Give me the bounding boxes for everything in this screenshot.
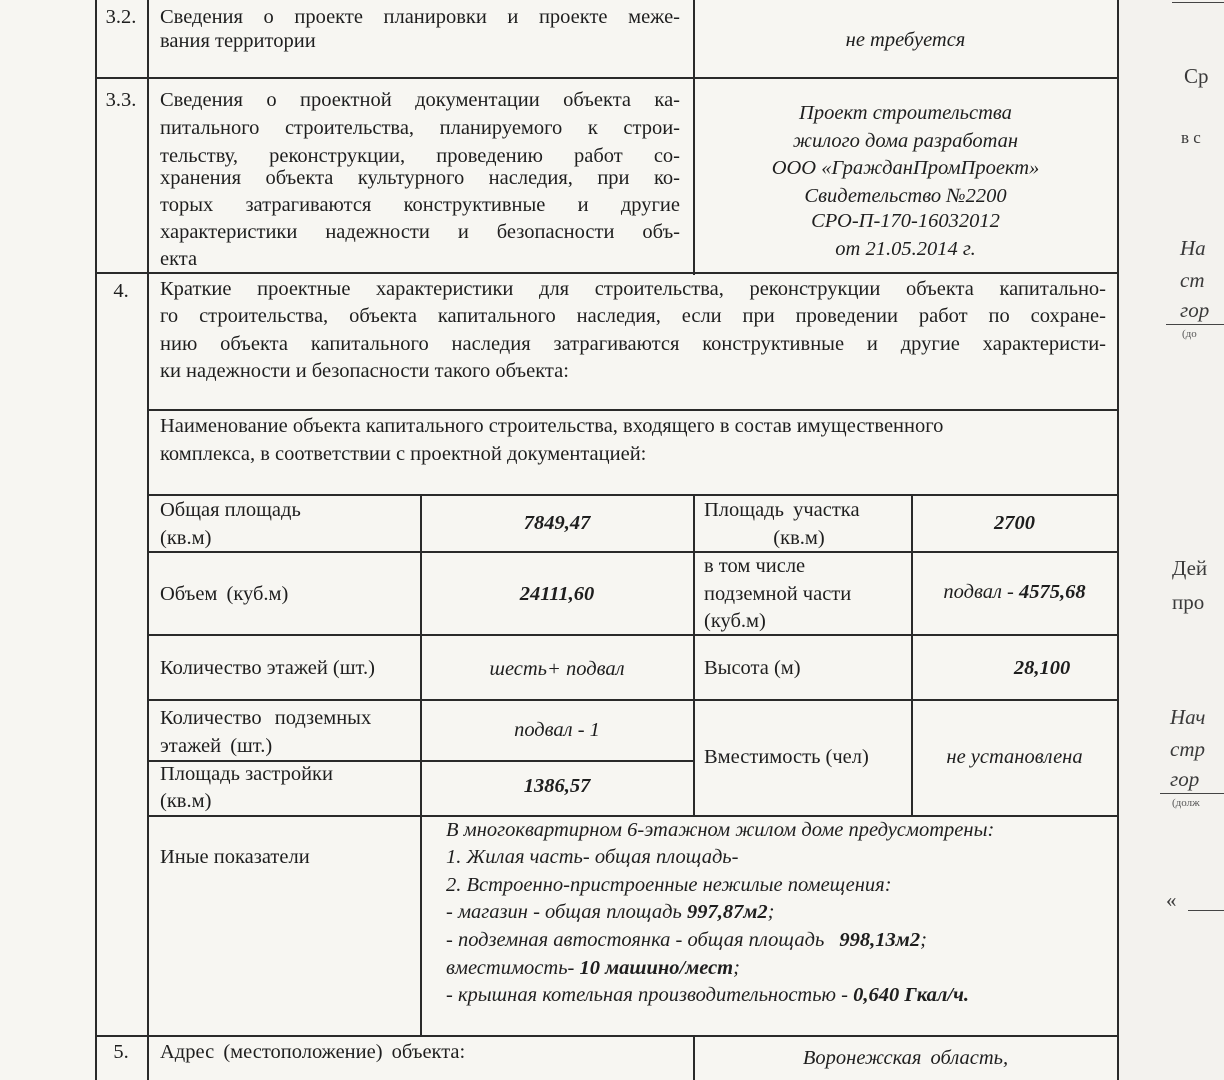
built-area-label-2: (кв.м) (160, 790, 212, 812)
total-area-label-1: Общая площадь (160, 499, 301, 521)
boiler-text: - крышная котельная производительностью - (446, 984, 854, 1006)
object-name-line1: Наименование объекта капитального строительства, входящего в состав имущественного (160, 415, 944, 437)
margin-fragment-5: гор (1180, 298, 1210, 322)
row-32-bottom (95, 77, 1119, 79)
adjacent-page-strip (1118, 0, 1224, 1080)
parking-capacity-text: вместимость- (446, 957, 580, 979)
row-33-label-line3: тельству, реконструкции, проведению работ со- (160, 145, 680, 167)
plot-area-label-2: (кв.м) (773, 527, 825, 549)
underground-floors-value: подвал - 1 (514, 719, 600, 741)
plot-area-value: 2700 (994, 512, 1035, 534)
underground-floors-label-2: этажей (шт.) (160, 735, 273, 757)
other-indicators-line4 (446, 898, 774, 927)
boiler-value: 0,640 Гкал/ч. (853, 984, 969, 1006)
underground-floors-label-1: Количество подземных (160, 707, 372, 729)
parking-area-end: ; (920, 929, 927, 951)
grid-row-3-bottom (147, 699, 1119, 701)
margin-fragment-3: На (1180, 236, 1206, 260)
margin-fragment-12: (долж (1172, 797, 1200, 809)
address-value: Воронежская область, (802, 1047, 1009, 1069)
row-number-3-3: 3.3. (105, 89, 137, 111)
other-indicators-line6 (446, 954, 740, 983)
underground-value (912, 578, 1117, 607)
row-33-label-line7: екта (160, 248, 198, 270)
row-4-text-line4: ки надежности и безопасности такого объекта: (160, 360, 569, 382)
other-indicators-line3: 2. Встроенно-пристроенные нежилые помещения: (446, 874, 892, 896)
table-border-right (1117, 0, 1119, 1080)
grid-divider-1 (420, 496, 422, 1036)
margin-fragment-13: « (1166, 888, 1177, 912)
row-33-value-line2: жилого дома разработан (792, 130, 1019, 152)
underground-label-2: подземной части (704, 583, 852, 605)
margin-fragment-8: про (1172, 590, 1205, 614)
margin-fragment-4: ст (1180, 268, 1205, 292)
volume-label: Объем (куб.м) (160, 583, 289, 605)
margin-fragment-2: в с (1181, 128, 1201, 147)
margin-top-line (1172, 2, 1224, 3)
parking-area-value: 998,13м2 (839, 929, 921, 951)
row-number-3-2: 3.2. (105, 6, 137, 28)
margin-fragment-7: Дей (1172, 556, 1208, 580)
row-4-text-line2: го строительства, объекта капитального наследия, если при проведении работ по сохране- (160, 305, 1106, 327)
margin-fragment-10: стр (1170, 737, 1205, 761)
floors-label: Количество этажей (шт.) (160, 657, 375, 679)
row-33-value-line4: Свидетельство №2200 (804, 185, 1007, 207)
row-number-4: 4. (113, 280, 129, 302)
shop-area-text: - магазин - общая площадь (446, 901, 687, 923)
margin-fragment-1: Ср (1184, 64, 1209, 88)
row-32-value: не требуется (845, 29, 966, 51)
row-4-bottom (95, 1035, 1119, 1037)
row-33-label-line2: питального строительства, планируемого к строи- (160, 117, 680, 139)
underground-value-number: 4575,68 (1019, 581, 1086, 603)
height-value: 28,100 (1013, 657, 1071, 679)
row-4-text-line1: Краткие проектные характеристики для строительства, реконструкции объекта капитально- (160, 278, 1106, 300)
address-label: Адрес (местоположение) объекта: (160, 1041, 466, 1063)
row-33-label-line4: хранения объекта культурного наследия, при ко- (160, 167, 680, 189)
row-33-value-line1: Проект строительства (799, 102, 1012, 124)
row-33-label-line6: характеристики надежности и безопасности объ- (160, 221, 680, 243)
other-indicators-line5 (446, 926, 927, 955)
parking-capacity-end: ; (733, 957, 740, 979)
table-border-left (95, 0, 97, 1080)
other-indicators-label: Иные показатели (160, 846, 310, 868)
row-4-text-line3: нию объекта капитального наследия затрагиваются конструктивные и другие характеристи- (160, 333, 1106, 355)
number-column-divider (147, 0, 149, 1080)
other-indicators-line7 (446, 981, 969, 1010)
parking-area-text: - подземная автостоянка - общая площадь (446, 929, 830, 951)
shop-area-end: ; (767, 901, 775, 923)
row-33-value-line6: от 21.05.2014 г. (835, 238, 976, 260)
built-area-label-1: Площадь застройки (160, 763, 333, 785)
underground-label-1: в том числе (704, 555, 806, 577)
shop-area-value: 997,87м2 (686, 901, 768, 923)
parking-capacity-value: 10 машино/мест (579, 957, 734, 979)
underground-label-3: (куб.м) (704, 610, 766, 632)
total-area-value: 7849,47 (523, 512, 591, 534)
capacity-value: не установлена (946, 746, 1083, 768)
grid-row-2-bottom (147, 634, 1119, 636)
row-33-label-line5: торых затрагиваются конструктивные и другие (160, 194, 680, 216)
margin-underline-3 (1188, 910, 1224, 911)
row-4-text-bottom (147, 409, 1119, 411)
total-area-label-2: (кв.м) (160, 527, 212, 549)
other-indicators-line2: 1. Жилая часть- общая площадь- (446, 846, 739, 868)
margin-fragment-11: гор (1170, 767, 1200, 791)
margin-fragment-9: Нач (1170, 705, 1206, 729)
capacity-label: Вместимость (чел) (704, 746, 869, 768)
row-32-label-line2: вания территории (160, 30, 316, 52)
grid-row-1-bottom (147, 551, 1119, 553)
object-name-line2: комплекса, в соответствии с проектной документацией: (160, 443, 647, 465)
other-indicators-line1: В многоквартирном 6-этажном жилом доме предусмотрены: (446, 819, 995, 841)
margin-underline-1 (1166, 324, 1224, 325)
row-number-5: 5. (113, 1041, 129, 1063)
plot-area-label-1: Площадь участка (704, 499, 860, 521)
row-33-value-line5: СРО-П-170-16032012 (811, 210, 1000, 232)
grid-divider-2 (693, 496, 695, 816)
margin-underline-2 (1160, 793, 1224, 794)
volume-value: 24111,60 (519, 583, 595, 605)
floors-value: шесть+ подвал (489, 658, 625, 680)
underground-value-prefix: подвал - (943, 581, 1019, 603)
built-area-value: 1386,57 (523, 775, 591, 797)
margin-fragment-6: (до (1182, 328, 1197, 340)
height-label: Высота (м) (704, 657, 801, 679)
row-32-label-line1: Сведения о проекте планировки и проекте меже- (160, 6, 680, 28)
row-33-label-line1: Сведения о проектной документации объекта ка- (160, 89, 680, 111)
row-33-value-line3: ООО «ГражданПромПроект» (771, 157, 1040, 179)
